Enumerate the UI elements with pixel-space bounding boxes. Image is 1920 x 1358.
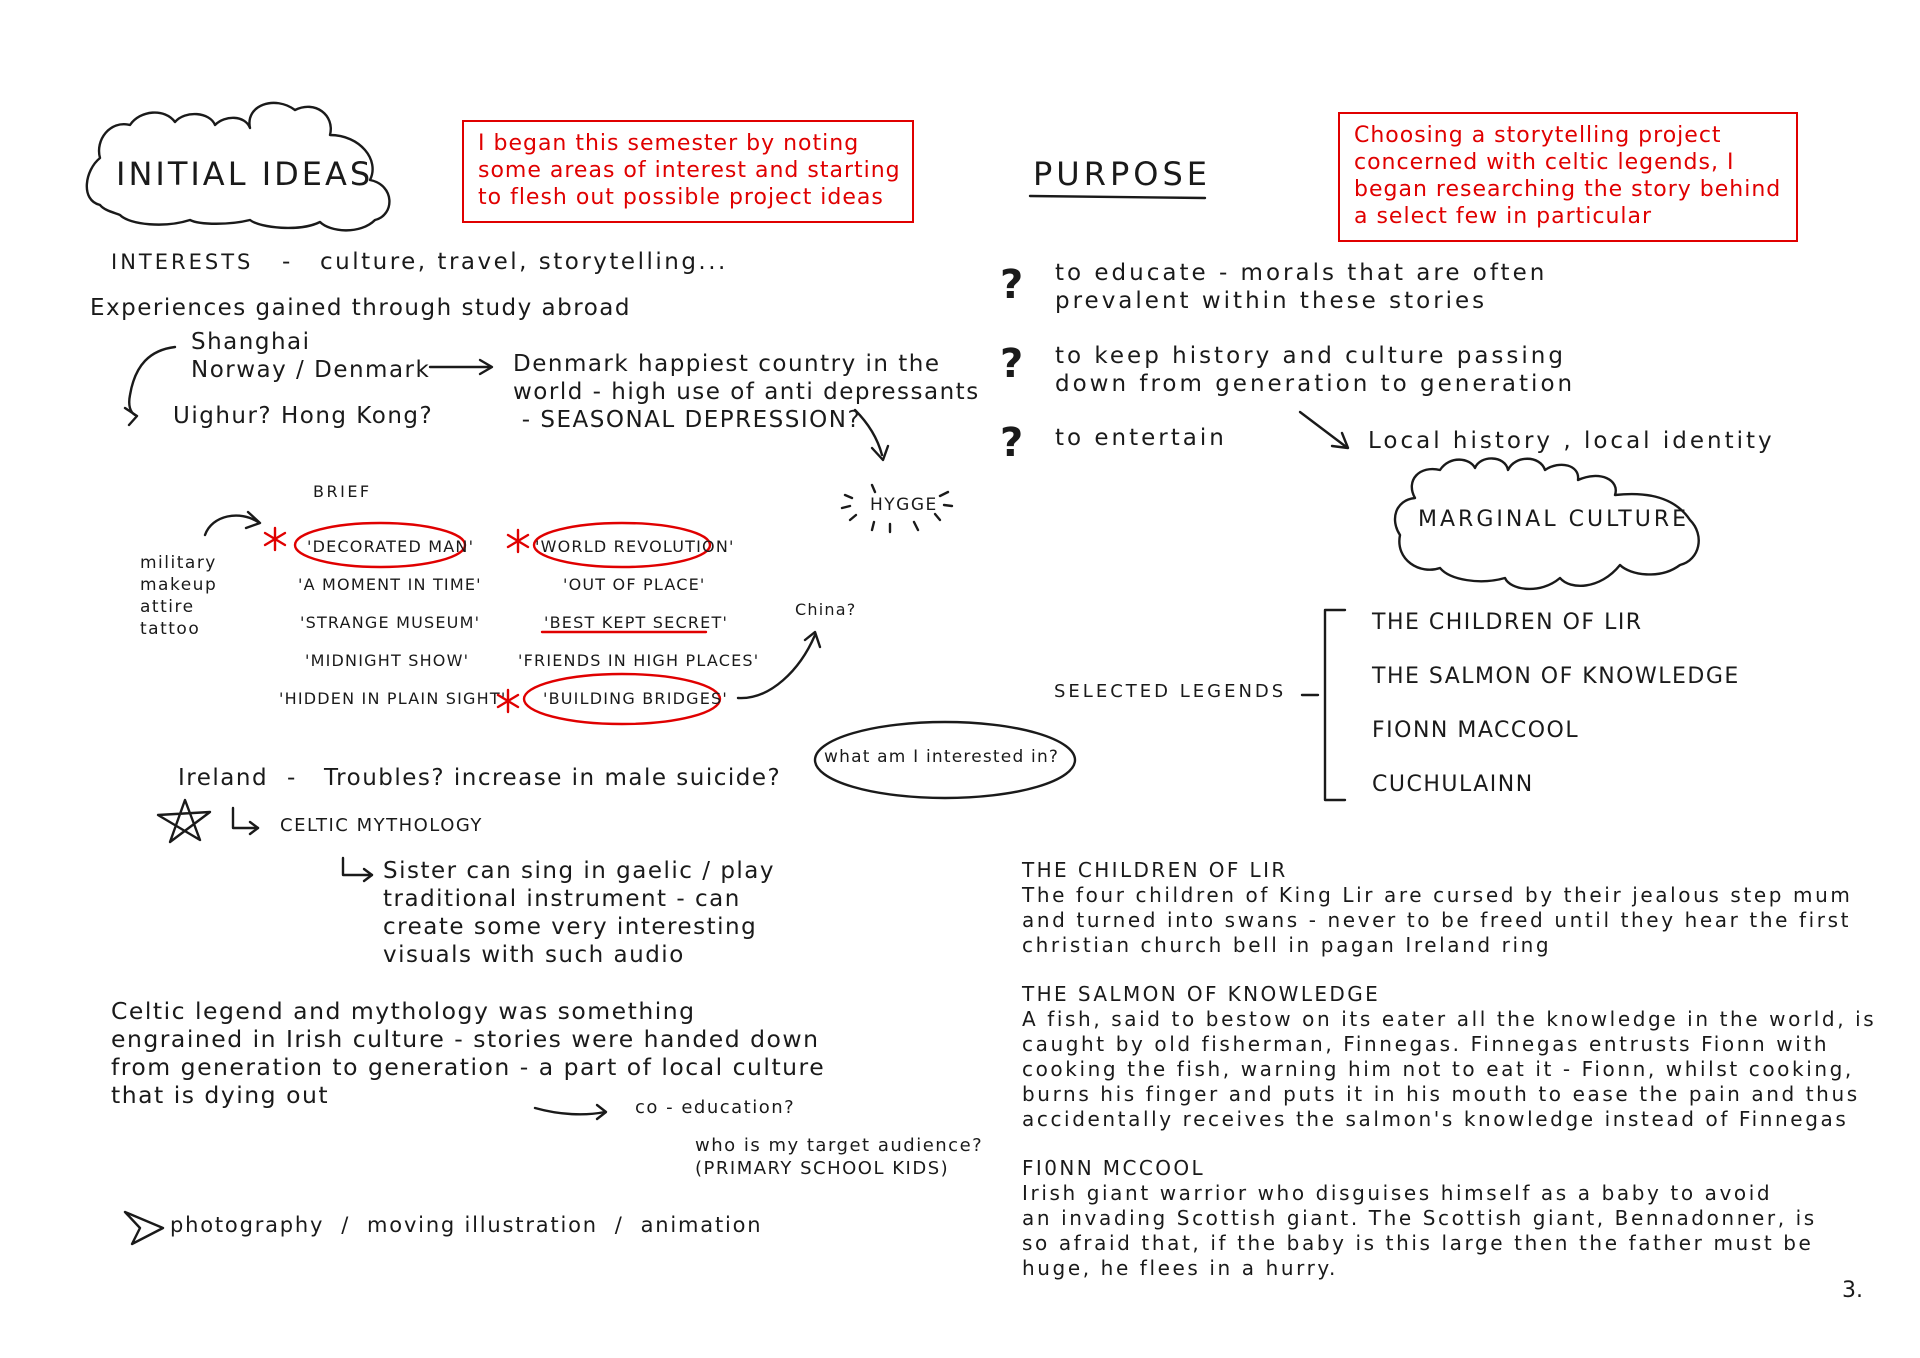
places-alt-text: Uighur? Hong Kong? — [173, 403, 434, 429]
page-number: 3. — [1842, 1278, 1863, 1303]
brief-item: 'WORLD REVOLUTION' — [535, 537, 735, 556]
celtic-legend-text: Celtic legend and mythology was something engrained in Irish culture - stories were handed down from generation to generation - a part of local culture that is dying out — [111, 997, 826, 1109]
interests-dash: - — [282, 249, 292, 275]
denmark-text: Denmark happiest country in the world - high use of anti depressants - SEASONAL DEPRESSION? — [513, 351, 980, 433]
interests-text: culture, travel, storytelling... — [320, 249, 728, 275]
celtic-mythology-text: CELTIC MYTHOLOGY — [280, 815, 483, 836]
selected-legends-label: SELECTED LEGENDS — [1054, 681, 1287, 702]
purpose-item: to keep history and culture passing down from generation to generation — [1055, 343, 1576, 397]
story-text: Irish giant warrior who disguises himself as a baby to avoid an invading Scottish giant. The Scottish giant, Bennadonner, is so afraid that, if the baby is this large then the father must be huge, he flees in a hurry. — [1022, 1181, 1817, 1280]
initial-ideas-note: I began this semester by noting some areas of interest and starting to flesh out possible project ideas — [462, 120, 914, 223]
brief-item: 'MIDNIGHT SHOW' — [305, 651, 470, 670]
brief-item: 'DECORATED MAN' — [307, 537, 475, 556]
brief-item: 'STRANGE MUSEUM' — [300, 613, 481, 632]
brief-item: 'OUT OF PLACE' — [563, 575, 706, 594]
brief-label: BRIEF — [313, 482, 372, 501]
question-icon: ? — [1000, 262, 1024, 308]
interested-text: what am I interested in? — [824, 747, 1060, 767]
interests-label: INTERESTS — [111, 250, 254, 274]
question-icon: ? — [1000, 420, 1024, 466]
brief-item: 'A MOMENT IN TIME' — [298, 575, 482, 594]
story-heading: FI0NN MCCOOL — [1022, 1156, 1206, 1180]
media-text: photography / moving illustration / animation — [170, 1213, 763, 1237]
story-text: The four children of King Lir are cursed by their jealous step mum and turned into swans - never to be freed until they hear the first christian church bell in pagan Ireland ring — [1022, 883, 1853, 957]
initial-ideas-title: INITIAL IDEAS — [116, 155, 374, 193]
question-icon: ? — [1000, 341, 1024, 387]
coeducation-text: co - education? — [635, 1097, 796, 1118]
audience-text: who is my target audience? (PRIMARY SCHOOL KIDS) — [695, 1135, 984, 1179]
purpose-note: Choosing a storytelling project concerned with celtic legends, I began researching the story behind a select few in particular — [1338, 112, 1798, 242]
star-shape — [158, 800, 210, 842]
ireland-dash: - — [287, 765, 297, 791]
brief-item: 'HIDDEN IN PLAIN SIGHT' — [279, 689, 507, 708]
hygge-label: HYGGE — [870, 495, 938, 515]
china-text: China? — [795, 600, 857, 619]
legend-item: FIONN MACCOOL — [1372, 718, 1580, 743]
experiences-text: Experiences gained through study abroad — [90, 295, 631, 321]
military-text: military makeup attire tattoo — [140, 553, 218, 639]
brief-item: 'FRIENDS IN HIGH PLACES' — [518, 651, 760, 670]
local-identity-text: Local history , local identity — [1368, 428, 1775, 454]
brief-item: 'BUILDING BRIDGES' — [543, 689, 729, 708]
ireland-text: Ireland — [178, 765, 269, 791]
places-text: Shanghai Norway / Denmark — [191, 329, 431, 383]
story-text: A fish, said to bestow on its eater all the knowledge in the world, is caught by old fisherman, Finnegas. Finnegas entrusts Fionn with cooking the fish, warning him not to eat it - Fionn, whilst cooking, burns his finger and puts it in his mouth to ease the pain and thus accidentally receives the salmon's knowledge instead of Finnegas — [1022, 1007, 1877, 1131]
purpose-item: to educate - morals that are often prevalent within these stories — [1055, 260, 1548, 314]
troubles-text: Troubles? increase in male suicide? — [324, 765, 782, 791]
purpose-title: PURPOSE — [1033, 155, 1211, 193]
brief-item: 'BEST KEPT SECRET' — [544, 613, 729, 632]
sister-text: Sister can sing in gaelic / play traditional instrument - can create some very interesting visuals with such audio — [383, 858, 776, 968]
purpose-item: to entertain — [1055, 425, 1227, 451]
story-heading: THE SALMON OF KNOWLEDGE — [1022, 982, 1381, 1006]
marginal-culture-label: MARGINAL CULTURE — [1418, 507, 1690, 532]
story-heading: THE CHILDREN OF LIR — [1022, 858, 1288, 882]
legend-item: CUCHULAINN — [1372, 772, 1534, 797]
legend-item: THE SALMON OF KNOWLEDGE — [1372, 664, 1740, 689]
legend-item: THE CHILDREN OF LIR — [1372, 610, 1643, 635]
